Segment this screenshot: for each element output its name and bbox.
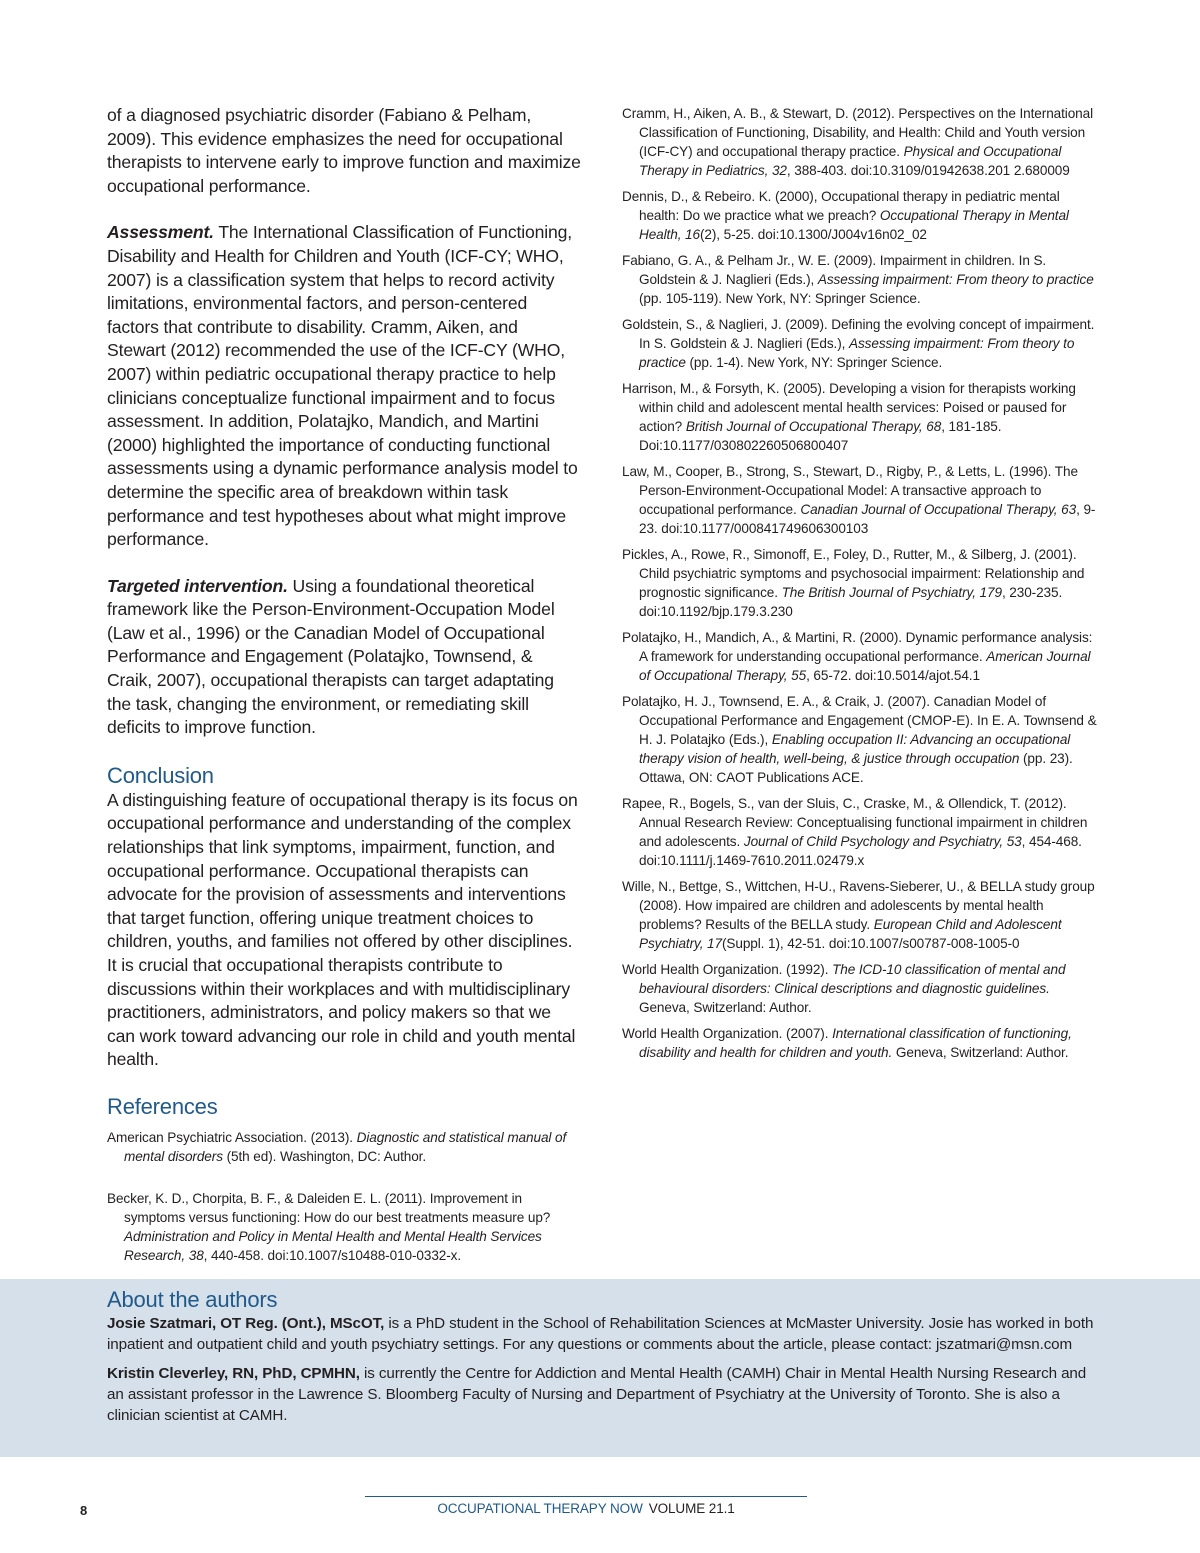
author-bio: Kristin Cleverley, RN, PhD, CPMHN, is currently the Centre for Addiction and Mental Health (CAMH) Chair in Mental Health Nursing Research and an assistant professor in the Lawrence S. Bloomberg Faculty of Nursing and Department of Psychiatry at the University of Toronto. She is also a clinician scientist at CAMH. [107,1365,1087,1424]
reference-item: Law, M., Cooper, B., Strong, S., Stewart, D., Rigby, P., & Letts, L. (1996). The Person-Environment-Occupational Model: A transactive approach to occupational performance. Canadian Journal of Occupational Therapy, 63, 9-23. doi:10.1177/000841749606300103 [622,464,1096,536]
targeted-intervention-body: Using a foundational theoretical framework like the Person-Environment-Occupation Model (Law et al., 1996) or the Canadian Model of Occupational Performance and Engagement (Polatajko, Townsend, & Craik, 2007), occupational therapists can target adaptating the task, changing the environment, or remediating skill deficits to improve function. [107,575,555,738]
left-column [107,104,581,1288]
reference-list-left [107,1128,581,1265]
reference-item: Harrison, M., & Forsyth, K. (2005). Developing a vision for therapists working within child and adolescent mental health services: Poised or paused for action? British Journal of Occupational Therapy, 68, 181-185. Doi:10.1177/030802260506800407 [622,381,1076,453]
running-footer [365,1501,807,1516]
reference-item: Cramm, H., Aiken, A. B., & Stewart, D. (2012). Perspectives on the International Classification of Functioning, Disability, and Health: Child and Youth version (ICF-CY) and occupational therapy practice. Physical and Occupational Therapy in Pediatrics, 32, 388-403. doi:10.3109/01942638.201 2.680009 [622,106,1094,178]
reference-item: World Health Organization. (1992). The ICD-10 classification of mental and behavioural disorders: Clinical descriptions and diagnostic guidelines. Geneva, Switzerland: Author. [622,962,1066,1015]
assessment-body: The International Classification of Functioning, Disability and Health for Children and Youth (ICF-CY; WHO, 2007) is a classification system that helps to record activity limitations, environmental factors, and person-centered factors that contribute to disability. Cramm, Aiken, and Stewart (2012) recommended the use of the ICF-CY (WHO, 2007) within pediatric occupational therapy practice to help clinicians conceptualize functional impairment and to focus assessment. In addition, Polatajko, Mandich, and Martini (2000) highlighted the importance of conducting functional assessments using a dynamic performance analysis model to determine the specific area of breakdown within task performance and test hypotheses about what might improve performance. [107,222,578,550]
assessment-heading: Assessment. [107,222,214,243]
assessment-paragraph [107,221,581,551]
reference-item: Dennis, D., & Rebeiro. K. (2000), Occupational therapy in pediatric mental health: Do we practice what we preach? Occupational Therapy in Mental Health, 16(2), 5-25. doi:10.1300/J004v16n02_02 [622,189,1069,242]
page-number: 8 [80,1503,88,1518]
author-name: Josie Szatmari, OT Reg. (Ont.), MScOT, [107,1315,385,1332]
targeted-intervention-paragraph [107,575,581,740]
intro-paragraph: of a diagnosed psychiatric disorder (Fabiano & Pelham, 2009). This evidence emphasizes the need for occupational therapists to intervene early to improve function and maximize occupational performance. [107,105,581,196]
conclusion-body: A distinguishing feature of occupational therapy is its focus on occupational performance and understanding of the complex relationships that link symptoms, impairment, function, and occupational performance. Occupational therapists can advocate for the provision of assessments and interventions that target function, offering unique treatment choices to children, youths, and families not offered by other disciplines. It is crucial that occupational therapists contribute to discussions within their workplaces and with multidisciplinary practitioners, administrators, and policy makers so that we can work toward advancing our role in child and youth mental health. [107,789,578,1070]
author-name: Kristin Cleverley, RN, PhD, CPMHN, [107,1365,360,1382]
volume-label: VOLUME 21.1 [648,1501,735,1516]
reference-list-right [622,104,1098,1069]
about-authors-heading: About the authors [107,1287,278,1312]
reference-item: Wille, N., Bettge, S., Wittchen, H-U., Ravens-Sieberer, U., & BELLA study group (2008). How impaired are children and adolescents by mental health problems? Results of the BELLA study. European Child and Adolescent Psychiatry, 17(Suppl. 1), 42-51. doi:10.1007/s00787-008-1005-0 [622,879,1095,951]
targeted-intervention-heading: Targeted intervention. [107,575,288,596]
reference-item: Fabiano, G. A., & Pelham Jr., W. E. (2009). Impairment in children. In S. Goldstein & J. Naglieri (Eds.), Assessing impairment: From theory to practice (pp. 105-119). New York, NY: Springer Science. [622,253,1094,306]
author-bio: Josie Szatmari, OT Reg. (Ont.), MScOT, is a PhD student in the School of Rehabilitation Sciences at McMaster University. Josie has worked in both inpatient and outpatient child and youth psychiatry settings. For any questions or comments about the article, please contact: jszatmari@msn.com [107,1315,1094,1353]
reference-item: Becker, K. D., Chorpita, B. F., & Daleiden E. L. (2011). Improvement in symptoms versus functioning: How do our best treatments measure up? Administration and Policy in Mental Health and Mental Health Services Research, 38, 440-458. doi:10.1007/s10488-010-0332-x. [107,1190,551,1263]
reference-item: Pickles, A., Rowe, R., Simonoff, E., Foley, D., Rutter, M., & Silberg, J. (2001). Child psychiatric symptoms and psychosocial impairment: Relationship and prognostic significance. The British Journal of Psychiatry, 179, 230-235. doi:10.1192/bjp.179.3.230 [622,547,1085,619]
reference-item: Polatajko, H., Mandich, A., & Martini, R. (2000). Dynamic performance analysis: A framework for understanding occupational performance. American Journal of Occupational Therapy, 55, 65-72. doi:10.5014/ajot.54.1 [622,630,1093,683]
references-heading: References [107,1093,218,1119]
about-authors-box [0,1279,1200,1457]
journal-title: OCCUPATIONAL THERAPY NOW [437,1501,643,1516]
conclusion-heading: Conclusion [107,762,214,788]
reference-item: Polatajko, H. J., Townsend, E. A., & Craik, J. (2007). Canadian Model of Occupational Performance and Engagement (CMOP-E). In E. A. Townsend & H. J. Polatajko (Eds.), Enabling occupation II: Advancing an occupational therapy vision of health, well-being, & justice through occupation (pp. 23). Ottawa, ON: CAOT Publications ACE. [622,694,1097,785]
reference-item: Rapee, R., Bogels, S., van der Sluis, C., Craske, M., & Ollendick, T. (2012). Annual Research Review: Conceptualising functional impairment in children and adolescents. Journal of Child Psychology and Psychiatry, 53, 454-468. doi:10.1111/j.1469-7610.2011.02479.x [622,796,1088,868]
reference-item: American Psychiatric Association. (2013). Diagnostic and statistical manual of mental disorders (5th ed). Washington, DC: Author. [107,1129,567,1164]
reference-item: World Health Organization. (2007). International classification of functioning, disability and health for children and youth. Geneva, Switzerland: Author. [622,1026,1072,1060]
footer-rule [365,1496,807,1497]
reference-item: Goldstein, S., & Naglieri, J. (2009). Defining the evolving concept of impairment. In S. Goldstein & J. Naglieri (Eds.), Assessing impairment: From theory to practice (pp. 1-4). New York, NY: Springer Science. [622,317,1095,370]
